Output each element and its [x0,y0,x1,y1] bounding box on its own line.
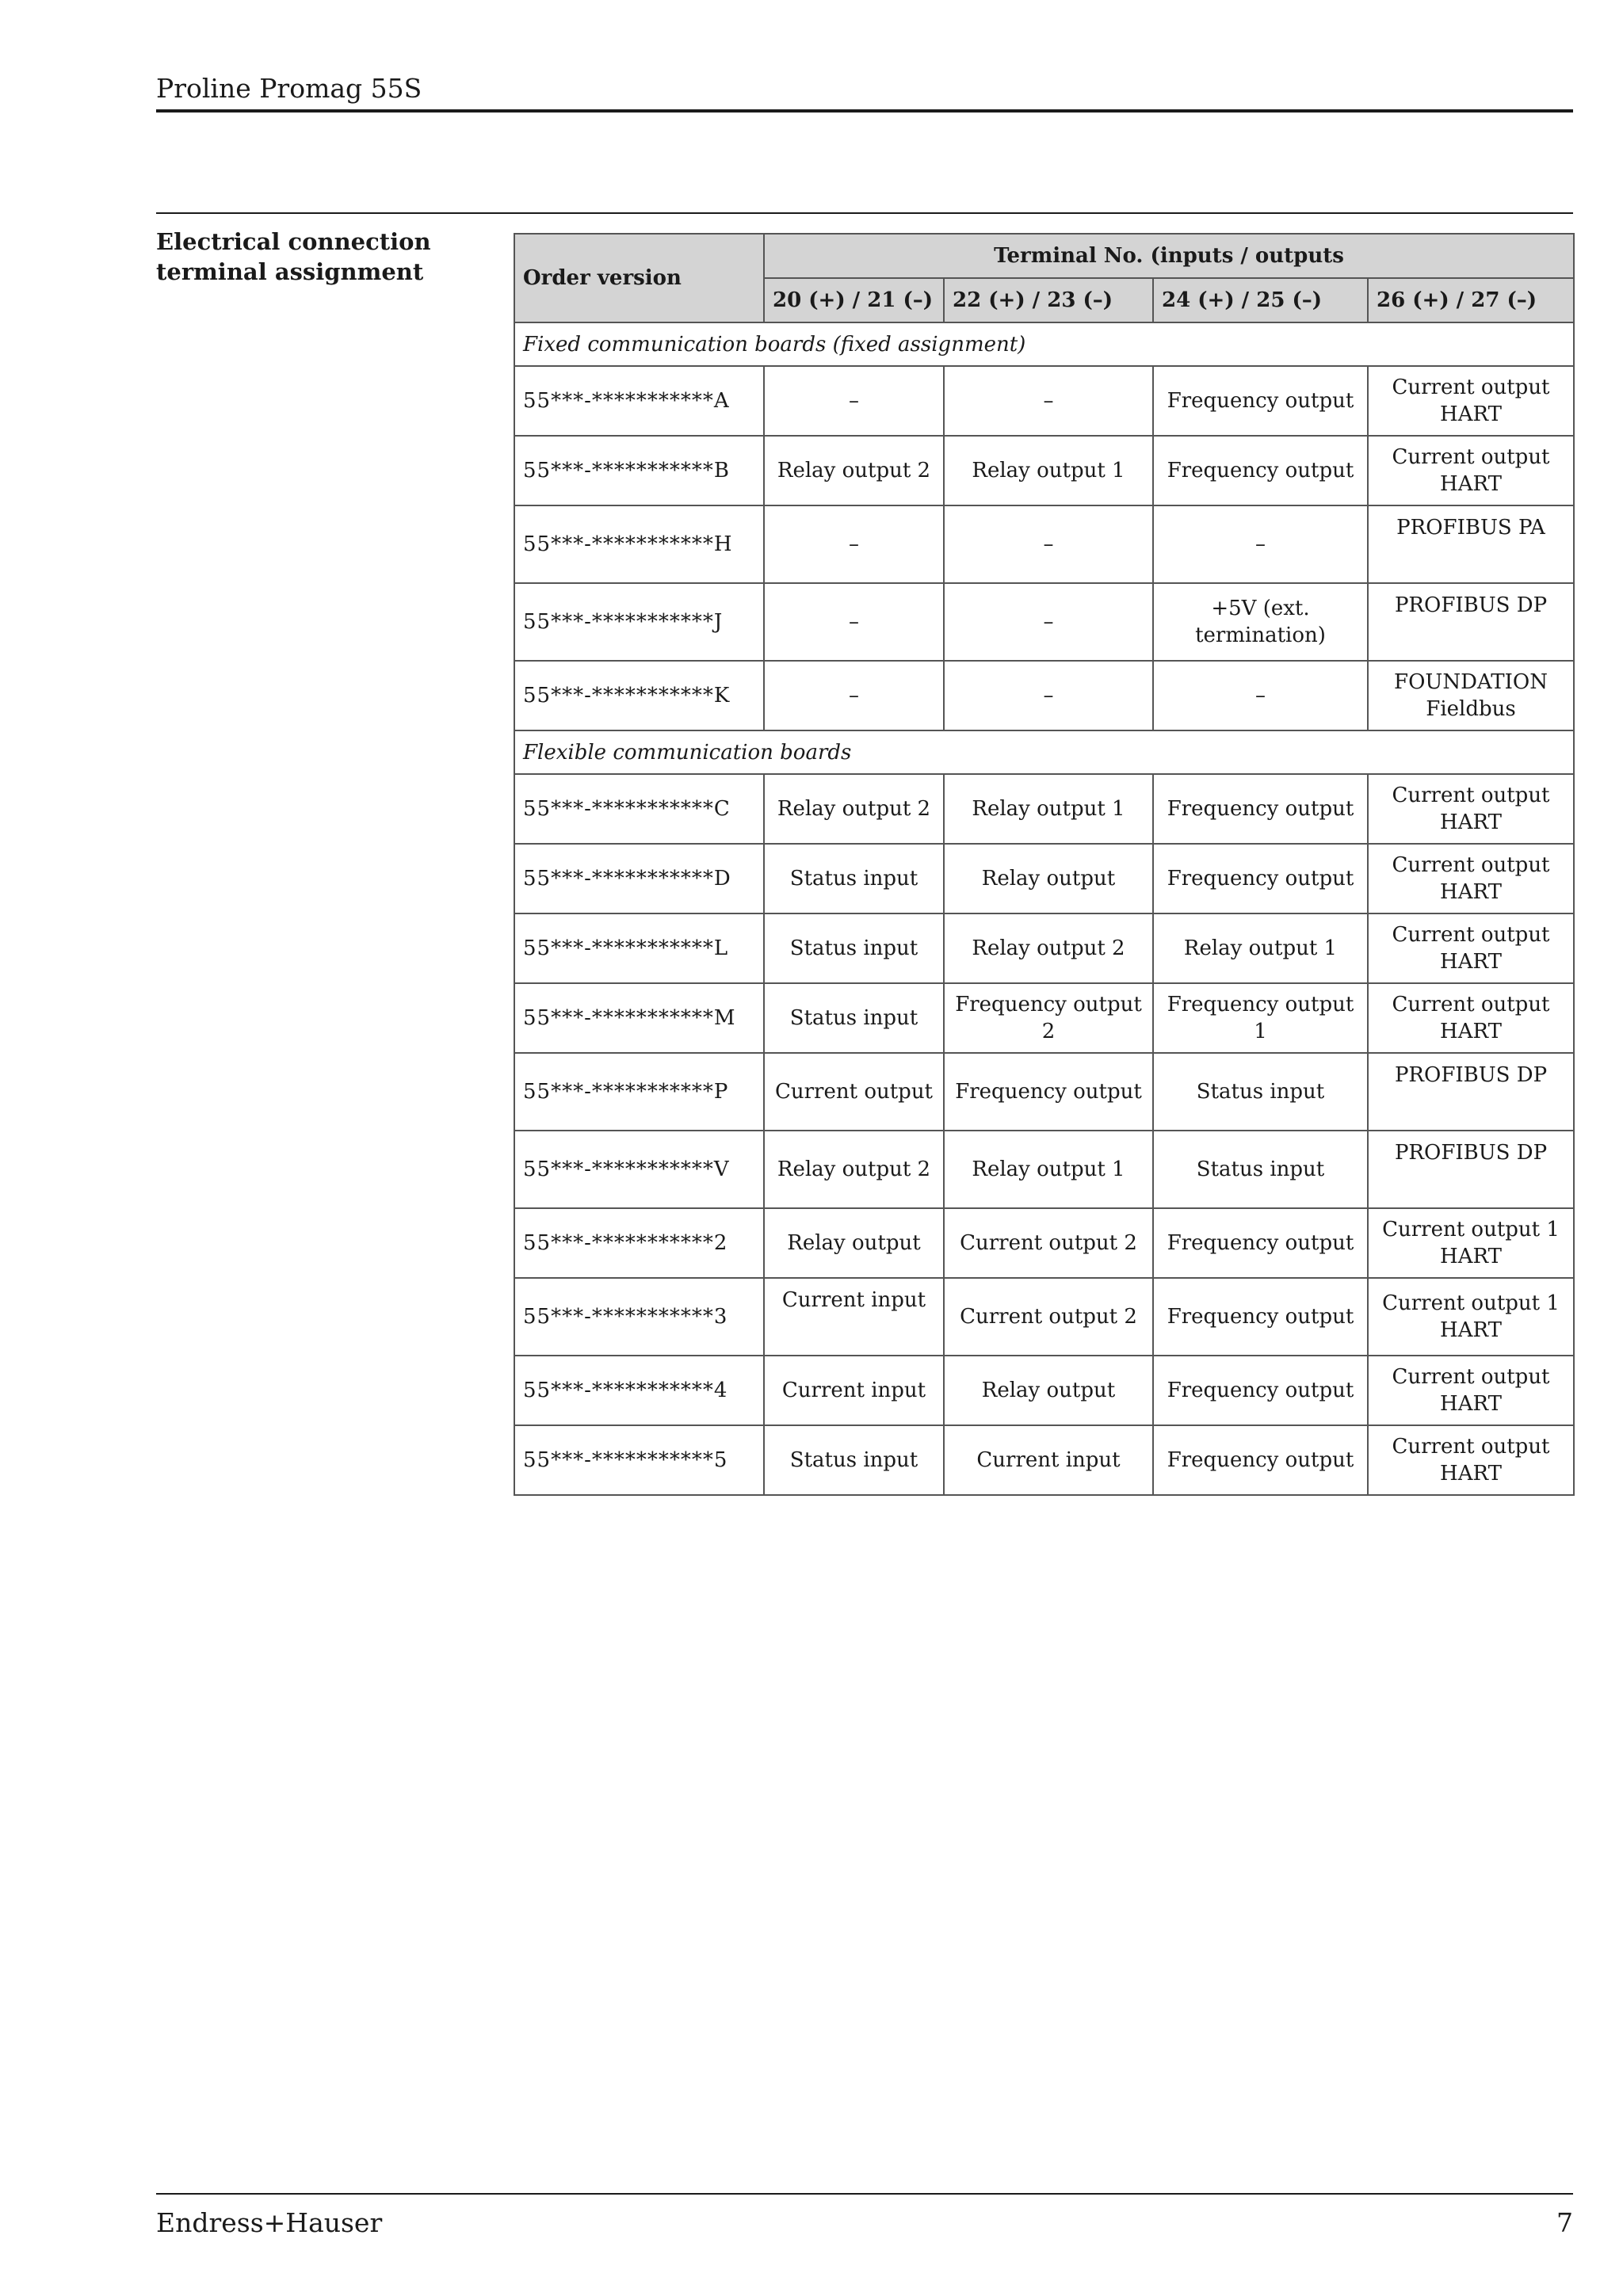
order-code-cell: 55***-***********H [514,505,764,583]
terminal-20-21-cell: Status input [764,844,944,913]
terminal-22-23-cell: – [944,366,1153,436]
terminal-26-27-cell [1368,844,1574,913]
section-title-line-2: terminal assignment [156,258,424,285]
cell-line-2: HART [1440,1318,1502,1342]
table-row [514,661,1574,730]
table-row [514,983,1574,1053]
order-code-cell: 55***-***********J [514,583,764,661]
terminal-24-25-cell: Frequency output [1153,366,1368,436]
cell-line-2: HART [1440,810,1502,834]
terminal-24-25-cell: Status input [1153,1053,1368,1131]
table-header-row [514,234,1574,278]
terminal-22-23-cell: Frequency output [944,1053,1153,1131]
terminal-24-25-cell: +5V (ext. termination) [1153,583,1368,661]
order-code-cell: 55***-***********3 [514,1278,764,1356]
terminal-20-21-header: 20 (+) / 21 (–) [764,278,944,322]
table-row [514,844,1574,913]
cell-line-1: Current output [1392,376,1550,399]
order-code-cell: 55***-***********5 [514,1425,764,1495]
terminal-26-27-cell [1368,913,1574,983]
table-row [514,583,1574,661]
section-divider [156,212,1573,214]
cell-line-1: Current output [1392,853,1550,877]
cell-line-1: FOUNDATION [1394,670,1548,694]
cell-line-2: HART [1440,1245,1502,1268]
terminal-20-21-cell: Relay output 2 [764,1131,944,1208]
terminal-20-21-cell: Status input [764,1425,944,1495]
terminal-24-25-cell: Frequency output [1153,844,1368,913]
cell-line-1: Current output [1392,1435,1550,1459]
table-row [514,1208,1574,1278]
terminal-26-27-cell [1368,1208,1574,1278]
cell-line-1: PROFIBUS DP [1394,1141,1548,1165]
terminal-22-23-cell: Relay output 1 [944,1131,1153,1208]
order-version-header: Order version [514,234,764,322]
terminal-24-25-cell: Relay output 1 [1153,913,1368,983]
terminal-22-23-cell: Frequency output 2 [944,983,1153,1053]
terminal-22-23-cell: Relay output 2 [944,913,1153,983]
order-code-cell: 55***-***********B [514,436,764,505]
order-code-cell: 55***-***********A [514,366,764,436]
terminal-24-25-header: 24 (+) / 25 (–) [1153,278,1368,322]
cell-line-1: Current output 1 [1382,1291,1560,1315]
terminal-26-27-cell [1368,1131,1574,1208]
order-code-cell: 55***-***********4 [514,1356,764,1425]
terminal-20-21-cell: Current output [764,1053,944,1131]
terminal-22-23-cell: – [944,505,1153,583]
terminal-26-27-cell [1368,505,1574,583]
terminal-20-21-cell: Status input [764,983,944,1053]
terminal-26-27-cell [1368,1053,1574,1131]
terminal-22-23-cell: Current output 2 [944,1278,1153,1356]
cell-line-1: Current output [1392,1365,1550,1389]
cell-line-2: HART [1440,1392,1502,1416]
group-label: Fixed communication boards (fixed assignment) [514,322,1574,366]
terminal-26-27-cell [1368,436,1574,505]
cell-line-1: Current output [1392,993,1550,1016]
terminal-24-25-cell: Frequency output [1153,436,1368,505]
terminal-22-23-cell: Current input [944,1425,1153,1495]
terminal-24-25-cell: Frequency output [1153,1356,1368,1425]
table-row [514,1356,1574,1425]
page-number: 7 [1556,2207,1573,2238]
terminal-20-21-cell: Current input [764,1278,944,1356]
terminal-20-21-cell: Relay output 2 [764,774,944,844]
cell-line-1: Current output [1392,923,1550,947]
order-code-cell: 55***-***********L [514,913,764,983]
terminal-22-23-cell: – [944,661,1153,730]
terminal-22-23-cell: Current output 2 [944,1208,1153,1278]
terminal-26-27-cell [1368,774,1574,844]
terminal-26-27-header: 26 (+) / 27 (–) [1368,278,1574,322]
cell-line-1: Current output [1392,445,1550,469]
cell-line-1: Current output [1392,784,1550,807]
group-label: Flexible communication boards [514,730,1574,774]
table-row [514,366,1574,436]
terminal-20-21-cell: – [764,505,944,583]
terminal-20-21-cell: Relay output [764,1208,944,1278]
table-row [514,774,1574,844]
terminal-22-23-cell: Relay output [944,1356,1153,1425]
terminal-24-25-cell: Frequency output [1153,1425,1368,1495]
page-footer [156,2193,1573,2241]
terminal-26-27-cell [1368,1356,1574,1425]
section-title-line-1: Electrical connection [156,228,431,255]
terminal-24-25-cell: Frequency output [1153,1278,1368,1356]
cell-line-2: HART [1440,1462,1502,1486]
terminal-26-27-cell [1368,1278,1574,1356]
cell-line-1: PROFIBUS DP [1394,1063,1548,1087]
terminal-24-25-cell: Frequency output [1153,774,1368,844]
terminal-24-25-cell: – [1153,505,1368,583]
terminal-22-23-header: 22 (+) / 23 (–) [944,278,1153,322]
terminal-20-21-cell: Relay output 2 [764,436,944,505]
terminal-22-23-cell: Relay output 1 [944,436,1153,505]
order-code-cell: 55***-***********K [514,661,764,730]
cell-line-2: HART [1440,402,1502,426]
terminal-26-27-cell [1368,1425,1574,1495]
table-row [514,1131,1574,1208]
terminal-group-header: Terminal No. (inputs / outputs [764,234,1574,278]
terminal-24-25-cell: – [1153,661,1368,730]
order-code-cell: 55***-***********D [514,844,764,913]
cell-line-1: Current output 1 [1382,1218,1560,1241]
cell-line-2: HART [1440,1020,1502,1043]
cell-line-2: HART [1440,880,1502,904]
terminal-24-25-cell: Status input [1153,1131,1368,1208]
table-row [514,1425,1574,1495]
order-code-cell: 55***-***********V [514,1131,764,1208]
terminal-24-25-cell: Frequency output 1 [1153,983,1368,1053]
order-code-cell: 55***-***********M [514,983,764,1053]
terminal-26-27-cell [1368,583,1574,661]
order-code-cell: 55***-***********2 [514,1208,764,1278]
terminal-20-21-cell: – [764,366,944,436]
terminal-20-21-cell: – [764,661,944,730]
cell-line-1: PROFIBUS DP [1394,593,1548,617]
cell-line-1: PROFIBUS PA [1396,516,1545,540]
page-header [156,70,1573,113]
terminal-24-25-cell: Frequency output [1153,1208,1368,1278]
terminal-assignment-table [514,233,1575,1496]
table-row [514,1278,1574,1356]
terminal-20-21-cell: Current input [764,1356,944,1425]
cell-line-2: HART [1440,472,1502,496]
order-code-cell: 55***-***********C [514,774,764,844]
terminal-26-27-cell [1368,661,1574,730]
table-group-row [514,322,1574,366]
table-row [514,1053,1574,1131]
table-row [514,505,1574,583]
section-title [156,227,489,287]
cell-line-2: Fieldbus [1426,697,1516,721]
terminal-26-27-cell [1368,366,1574,436]
terminal-22-23-cell: Relay output 1 [944,774,1153,844]
terminal-20-21-cell: – [764,583,944,661]
footer-company: Endress+Hauser [156,2207,383,2238]
table-row [514,913,1574,983]
terminal-22-23-cell: Relay output [944,844,1153,913]
terminal-26-27-cell [1368,983,1574,1053]
terminal-22-23-cell: – [944,583,1153,661]
order-code-cell: 55***-***********P [514,1053,764,1131]
cell-line-2: HART [1440,950,1502,974]
terminal-20-21-cell: Status input [764,913,944,983]
table-row [514,436,1574,505]
table-group-row [514,730,1574,774]
document-title: Proline Promag 55S [156,73,422,104]
